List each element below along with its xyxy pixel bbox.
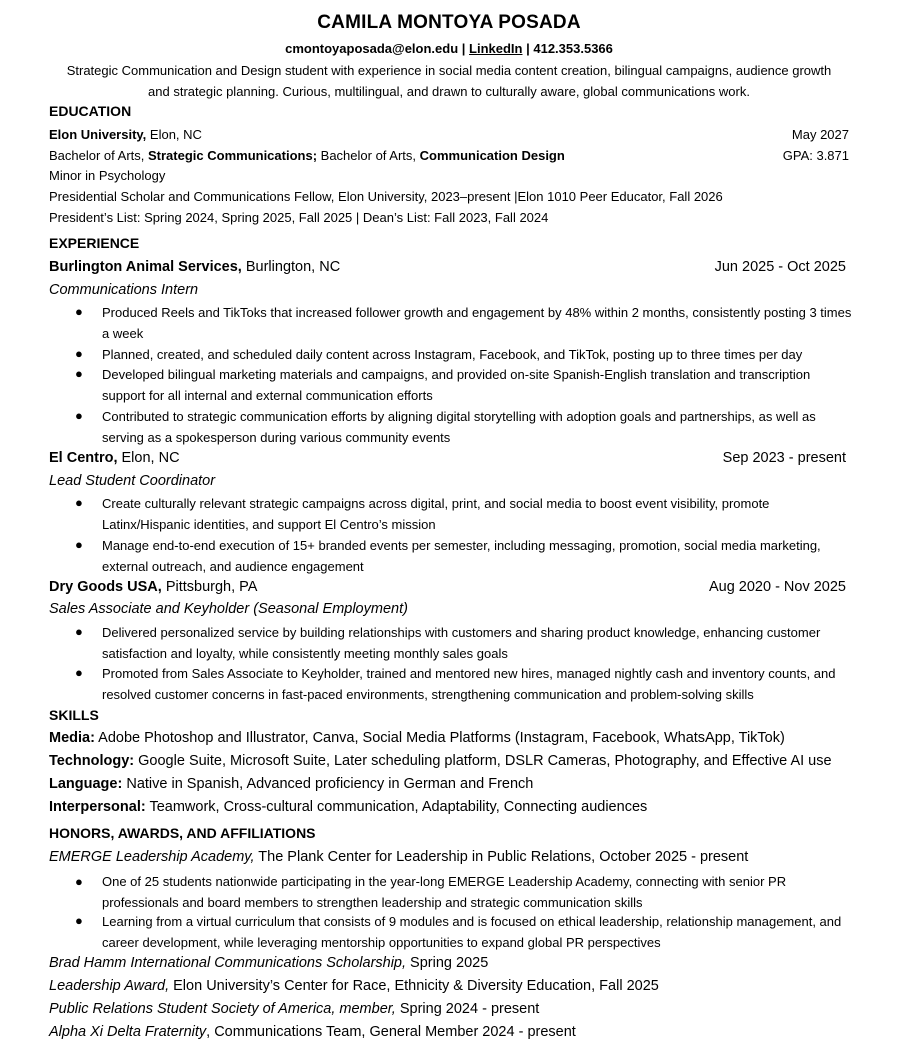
- email: cmontoyaposada@elon.edu: [285, 41, 459, 56]
- scholar-line: Presidential Scholar and Communications Fellow, Elon University, 2023–present |Elon 1010 Peer Educator, Fall 2026: [49, 189, 723, 204]
- job-org: Dry Goods USA,: [49, 579, 162, 595]
- job-title: Sales Associate and Keyholder (Seasonal Employment): [49, 601, 408, 617]
- job-org: Burlington Animal Services,: [49, 259, 242, 275]
- experience-heading: EXPERIENCE: [49, 235, 140, 251]
- bullet-icon: ●: [75, 495, 83, 510]
- candidate-name: CAMILA MONTOYA POSADA: [317, 12, 581, 33]
- honor-lists: President’s List: Spring 2024, Spring 2025, Fall 2025 | Dean’s List: Fall 2023, Fall 2024: [49, 210, 549, 225]
- bullet-icon: ●: [75, 408, 83, 423]
- separator: |: [522, 41, 534, 56]
- major-2: Communication Design: [419, 148, 565, 163]
- bullet-icon: ●: [75, 913, 83, 928]
- honor-item: Brad Hamm International Communications Scholarship, Spring 2025: [49, 955, 489, 971]
- school-location: Elon, NC: [146, 127, 202, 142]
- list-item: Produced Reels and TikToks that increased follower growth and engagement by 48% within 2 months, consistently posting 3 times a week: [102, 305, 852, 341]
- linkedin-link[interactable]: LinkedIn: [469, 41, 523, 56]
- school-name: Elon University,: [49, 127, 147, 142]
- job-location: Elon, NC: [117, 450, 180, 466]
- job-date: Sep 2023 - present: [722, 450, 846, 466]
- job-location: Pittsburgh, PA: [161, 579, 258, 595]
- bullet-icon: ●: [75, 874, 83, 889]
- graduation-date: May 2027: [791, 127, 849, 142]
- job-date: Aug 2020 - Nov 2025: [708, 579, 846, 595]
- job-title: Lead Student Coordinator: [49, 473, 216, 489]
- major-1: Strategic Communications;: [148, 148, 318, 163]
- honor-item: EMERGE Leadership Academy, The Plank Center for Leadership in Public Relations, October 2025 - present: [49, 849, 749, 865]
- list-item: Delivered personalized service by building relationships with customers and sharing product knowledge, enhancing customer satisfaction and loyalty, while consistently meeting monthly sales goals: [102, 625, 821, 661]
- separator: |: [458, 41, 470, 56]
- summary: Strategic Communication and Design student with experience in social media content creation, bilingual campaigns, audience growth and strategic planning. Curious, multilingual, and drawn to culturally aware, global communications work.: [66, 63, 832, 99]
- bullet-icon: ●: [75, 624, 83, 639]
- skill-row: Language: Native in Spanish, Advanced proficiency in German and French: [49, 776, 534, 792]
- contact-line: [0, 41, 898, 56]
- skills-heading: SKILLS: [49, 707, 99, 723]
- job-location: Burlington, NC: [241, 259, 341, 275]
- list-item: Learning from a virtual curriculum that consists of 9 modules and is focused on ethical leadership, relationship management, and career development, while leveraging mentorship opportunities to expand global PR perspectives: [102, 914, 842, 950]
- phone: 412.353.5366: [533, 41, 613, 56]
- skill-row: Technology: Google Suite, Microsoft Suite, Later scheduling platform, DSLR Cameras, Photography, and Effective AI use: [49, 753, 832, 769]
- list-item: Planned, created, and scheduled daily content across Instagram, Facebook, and TikTok, posting up to three times per day: [102, 347, 803, 362]
- bullet-icon: ●: [75, 537, 83, 552]
- skill-row: Interpersonal: Teamwork, Cross-cultural communication, Adaptability, Connecting audiences: [49, 799, 648, 815]
- gpa: GPA: 3.871: [782, 148, 849, 163]
- job-org: El Centro,: [49, 450, 118, 466]
- bullet-icon: ●: [75, 665, 83, 680]
- bullet-icon: ●: [75, 304, 83, 319]
- list-item: One of 25 students nationwide participating in the year-long EMERGE Leadership Academy, connecting with senior PR professionals and board members to strengthen leadership and strategic communication skills: [102, 874, 787, 910]
- honor-item: Alpha Xi Delta Fraternity, Communications Team, General Member 2024 - present: [49, 1024, 576, 1040]
- honors-heading: HONORS, AWARDS, AND AFFILIATIONS: [49, 825, 316, 841]
- job-date: Jun 2025 - Oct 2025: [714, 259, 846, 275]
- list-item: Contributed to strategic communication efforts by aligning digital storytelling with adoption goals and partnerships, as well as serving as a spokesperson during various community events: [102, 409, 816, 445]
- education-heading: EDUCATION: [49, 103, 132, 119]
- bullet-icon: ●: [75, 366, 83, 381]
- minor: Minor in Psychology: [49, 168, 166, 183]
- list-item: Developed bilingual marketing materials and campaigns, and provided on-site Spanish-English translation and transcription support for all internal and external communication efforts: [102, 367, 811, 403]
- list-item: Create culturally relevant strategic campaigns across digital, print, and social media to boost event visibility, promote Latinx/Hispanic identities, and support El Centro’s mission: [102, 496, 770, 532]
- honor-item: Public Relations Student Society of America, member, Spring 2024 - present: [49, 1001, 540, 1017]
- skill-row: Media: Adobe Photoshop and Illustrator, Canva, Social Media Platforms (Instagram, Facebook, WhatsApp, TikTok): [49, 730, 785, 746]
- list-item: Promoted from Sales Associate to Keyholder, trained and mentored new hires, managed nightly cash and inventory counts, and resolved customer concerns in fast-paced environments, strengthening communication and problem-solving skills: [102, 666, 836, 702]
- degree-line: Bachelor of Arts, Strategic Communications; Bachelor of Arts, Communication Design: [49, 148, 565, 163]
- job-title: Communications Intern: [49, 282, 199, 298]
- school-line: [49, 127, 849, 142]
- bullet-icon: ●: [75, 346, 83, 361]
- honor-item: Leadership Award, Elon University’s Center for Race, Ethnicity & Diversity Education, Fall 2025: [49, 978, 659, 994]
- list-item: Manage end-to-end execution of 15+ branded events per semester, including messaging, promotion, social media marketing, external outreach, and audience engagement: [102, 538, 821, 574]
